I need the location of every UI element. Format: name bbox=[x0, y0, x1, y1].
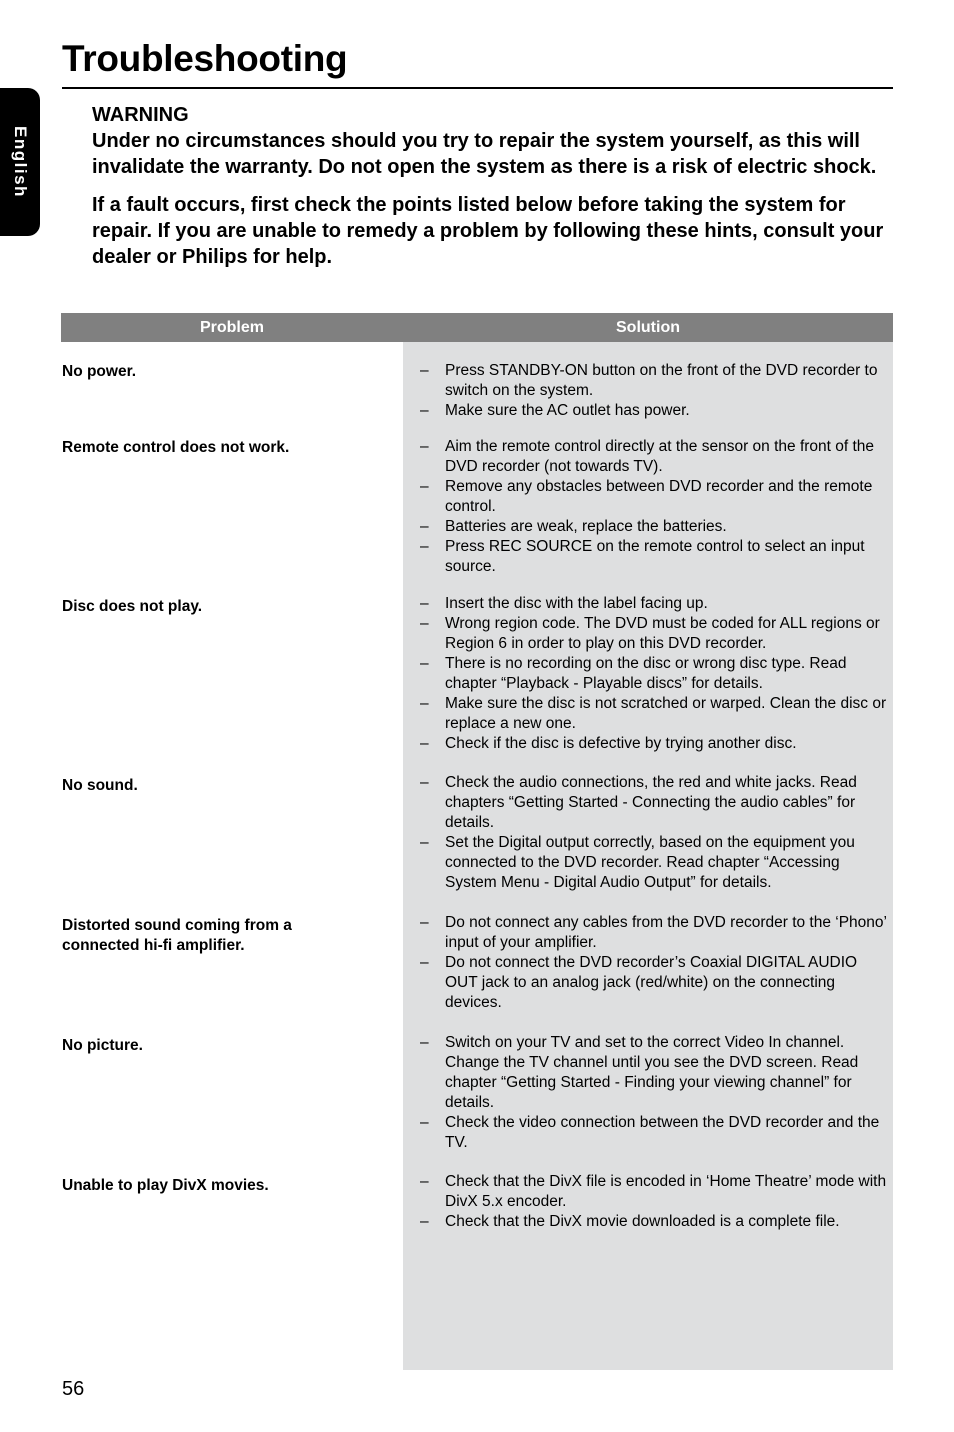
solution-text: Switch on your TV and set to the correct Video In channel. Change the TV channel until you see the DVD screen. Read chapter “Getting Started - Finding your viewing channel” for details. bbox=[445, 1034, 859, 1111]
dash-bullet: – bbox=[420, 478, 429, 495]
dash-bullet: – bbox=[420, 1114, 429, 1131]
solution-item bbox=[420, 614, 892, 654]
solution-item bbox=[420, 773, 892, 833]
solution-text: Insert the disc with the label facing up. bbox=[445, 595, 708, 612]
problem-text: Disc does not play. bbox=[62, 598, 203, 615]
solution-text: There is no recording on the disc or wrong disc type. Read chapter “Playback - Playable discs” for details. bbox=[445, 655, 847, 692]
dash-bullet: – bbox=[420, 1034, 429, 1051]
dash-bullet: – bbox=[420, 1213, 429, 1230]
solution-item bbox=[420, 361, 892, 401]
solution-item bbox=[420, 833, 892, 893]
language-tab bbox=[0, 88, 40, 236]
solution-list bbox=[420, 361, 892, 421]
solution-text: Check the audio connections, the red and white jacks. Read chapters “Getting Started - Connecting the audio cables” for details. bbox=[445, 774, 857, 831]
solution-item bbox=[420, 537, 892, 577]
solution-list bbox=[420, 773, 892, 893]
solution-text: Set the Digital output correctly, based on the equipment you connected to the DVD recorder. Read chapter “Accessing System Menu - Digital Audio Output” for details. bbox=[445, 834, 855, 891]
solution-item bbox=[420, 913, 892, 953]
warning-instructions: If a fault occurs, first check the points listed below before taking the system for repair. If you are unable to remedy a problem by following these hints, consult your dealer or Philips for help. bbox=[92, 194, 884, 268]
solution-item bbox=[420, 1113, 892, 1153]
dash-bullet: – bbox=[420, 362, 429, 379]
solution-text: Check that the DivX file is encoded in ‘Home Theatre’ mode with DivX 5.x encoder. bbox=[445, 1173, 887, 1210]
warning-heading: WARNING bbox=[92, 104, 189, 126]
problem-text: Unable to play DivX movies. bbox=[62, 1177, 269, 1194]
solution-text: Remove any obstacles between DVD recorder and the remote control. bbox=[445, 478, 873, 515]
solution-text: Aim the remote control directly at the sensor on the front of the DVD recorder (not towards TV). bbox=[445, 438, 875, 475]
problem-text: No picture. bbox=[62, 1037, 143, 1054]
solution-list bbox=[420, 594, 892, 754]
solution-list bbox=[420, 437, 892, 577]
dash-bullet: – bbox=[420, 954, 429, 971]
solution-text: Press STANDBY-ON button on the front of the DVD recorder to switch on the system. bbox=[445, 362, 878, 399]
solution-text: Do not connect any cables from the DVD recorder to the ‘Phono’ input of your amplifier. bbox=[445, 914, 887, 951]
solution-item bbox=[420, 1212, 892, 1232]
solution-item bbox=[420, 594, 892, 614]
dash-bullet: – bbox=[420, 518, 429, 535]
solution-item bbox=[420, 654, 892, 694]
solution-item bbox=[420, 734, 892, 754]
solution-text: Check the video connection between the DVD recorder and the TV. bbox=[445, 1114, 880, 1151]
solution-text: Check that the DivX movie downloaded is a complete file. bbox=[445, 1213, 840, 1230]
table-header bbox=[61, 313, 893, 342]
solution-text: Do not connect the DVD recorder’s Coaxial DIGITAL AUDIO OUT jack to an analog jack (red/white) on the connecting devices. bbox=[445, 954, 858, 1011]
dash-bullet: – bbox=[420, 834, 429, 851]
solution-item bbox=[420, 953, 892, 1013]
dash-bullet: – bbox=[420, 438, 429, 455]
solution-text: Batteries are weak, replace the batteries. bbox=[445, 518, 727, 535]
solution-item bbox=[420, 694, 892, 734]
solution-item bbox=[420, 437, 892, 477]
solution-item bbox=[420, 1172, 892, 1212]
dash-bullet: – bbox=[420, 538, 429, 555]
dash-bullet: – bbox=[420, 735, 429, 752]
dash-bullet: – bbox=[420, 1173, 429, 1190]
solution-text: Make sure the AC outlet has power. bbox=[445, 402, 690, 419]
problem-text: No sound. bbox=[62, 777, 138, 794]
problem-text: Distorted sound coming from a connected hi-fi amplifier. bbox=[62, 917, 292, 954]
solution-list bbox=[420, 1172, 892, 1232]
solution-item bbox=[420, 401, 892, 421]
solution-text: Press REC SOURCE on the remote control to select an input source. bbox=[445, 538, 865, 575]
title-divider bbox=[62, 87, 893, 89]
language-tab-label: English bbox=[11, 126, 30, 198]
page-title: Troubleshooting bbox=[62, 38, 348, 79]
solution-item bbox=[420, 1033, 892, 1113]
solution-text: Wrong region code. The DVD must be coded for ALL regions or Region 6 in order to play on this DVD recorder. bbox=[445, 615, 880, 652]
solution-list bbox=[420, 913, 892, 1013]
solution-item bbox=[420, 477, 892, 517]
solution-list bbox=[420, 1033, 892, 1153]
page-number: 56 bbox=[62, 1378, 85, 1400]
solution-text: Check if the disc is defective by trying another disc. bbox=[445, 735, 797, 752]
dash-bullet: – bbox=[420, 402, 429, 419]
warning-paragraph: Under no circumstances should you try to repair the system yourself, as this will invalidate the warranty. Do not open the system as there is a risk of electric shock. bbox=[92, 130, 877, 178]
dash-bullet: – bbox=[420, 655, 429, 672]
solution-column-header: Solution bbox=[616, 319, 680, 336]
problem-text: No power. bbox=[62, 363, 137, 380]
dash-bullet: – bbox=[420, 914, 429, 931]
dash-bullet: – bbox=[420, 695, 429, 712]
problem-column-header: Problem bbox=[199, 319, 264, 336]
dash-bullet: – bbox=[420, 774, 429, 791]
solution-text: Make sure the disc is not scratched or warped. Clean the disc or replace a new one. bbox=[445, 695, 887, 732]
problem-text: Remote control does not work. bbox=[62, 439, 290, 456]
solution-item bbox=[420, 517, 892, 537]
dash-bullet: – bbox=[420, 595, 429, 612]
warning-block bbox=[92, 102, 892, 270]
dash-bullet: – bbox=[420, 615, 429, 632]
